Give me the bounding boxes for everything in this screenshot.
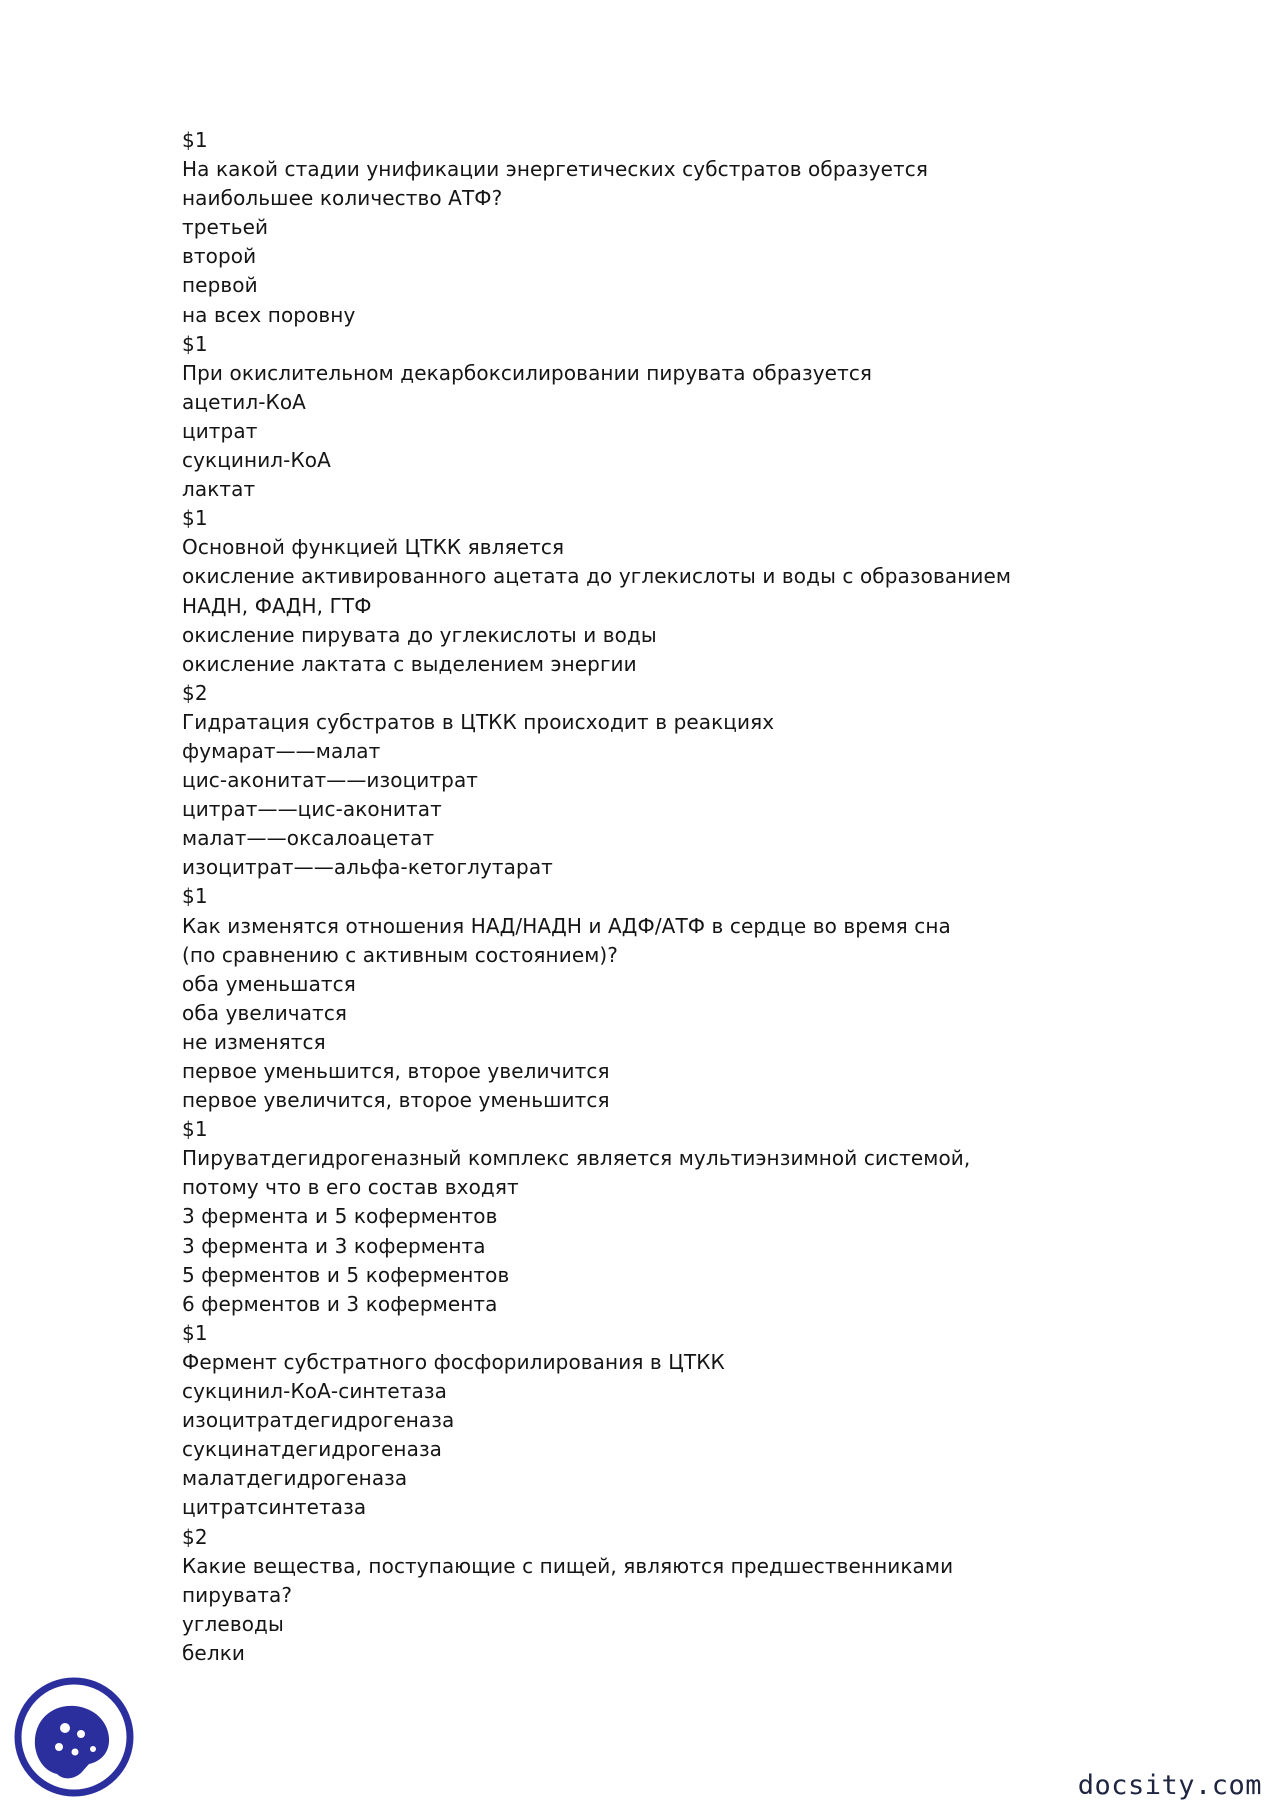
text-line: Основной функцией ЦТКК является bbox=[182, 535, 565, 560]
text-line: Как изменятся отношения НАД/НАДН и АДФ/АТФ в сердце во время сна bbox=[182, 913, 951, 938]
text-line: На какой стадии унификации энергетических субстратов образуется bbox=[182, 157, 929, 182]
text-line: Гидратация субстратов в ЦТКК происходит в реакциях bbox=[182, 709, 775, 734]
text-line: оба увеличатся bbox=[182, 1000, 348, 1025]
text-line: 6 ферментов и 3 кофермента bbox=[182, 1291, 498, 1316]
text-line: цитрат——цис-аконитат bbox=[182, 797, 442, 822]
text-line: потому что в его состав входят bbox=[182, 1175, 519, 1200]
text-line: наибольшее количество АТФ? bbox=[182, 186, 503, 211]
text-line: (по сравнению с активным состоянием)? bbox=[182, 942, 619, 967]
text-line: третьей bbox=[182, 215, 269, 240]
text-line: НАДН, ФАДН, ГТФ bbox=[182, 593, 372, 618]
text-line: $2 bbox=[182, 680, 208, 705]
text-line: на всех поровну bbox=[182, 302, 356, 327]
text-line: первое увеличится, второе уменьшится bbox=[182, 1088, 610, 1113]
text-line: ацетил-КоА bbox=[182, 389, 306, 414]
text-line: первой bbox=[182, 273, 258, 298]
text-line: фумарат——малат bbox=[182, 738, 381, 763]
text-line: $1 bbox=[182, 1320, 208, 1345]
text-line: углеводы bbox=[182, 1611, 284, 1636]
text-line: Пируватдегидрогеназный комплекс является мультиэнзимной системой, bbox=[182, 1146, 971, 1171]
text-line: цитратсинтетаза bbox=[182, 1495, 367, 1520]
text-line: Какие вещества, поступающие с пищей, являются предшественниками bbox=[182, 1553, 954, 1578]
text-line: окисление пирувата до углекислоты и воды bbox=[182, 622, 657, 647]
docsity-logo-icon[interactable] bbox=[13, 1676, 135, 1798]
text-line: первое уменьшится, второе увеличится bbox=[182, 1059, 610, 1083]
text-line: сукцинатдегидрогеназа bbox=[182, 1437, 443, 1462]
text-line: $1 bbox=[182, 128, 208, 152]
text-line: $1 bbox=[182, 1117, 208, 1142]
text-line: изоцитратдегидрогеназа bbox=[182, 1408, 455, 1433]
text-line: $1 bbox=[182, 506, 208, 531]
text-line: пирувата? bbox=[182, 1582, 293, 1607]
text-line: цитрат bbox=[182, 418, 258, 443]
text-line: При окислительном декарбоксилировании пирувата образуется bbox=[182, 360, 873, 385]
text-line: Фермент субстратного фосфорилирования в ЦТКК bbox=[182, 1349, 725, 1374]
text-line: цис-аконитат——изоцитрат bbox=[182, 768, 479, 793]
text-line: не изменятся bbox=[182, 1029, 326, 1054]
text-line: малат——оксалоацетат bbox=[182, 826, 435, 851]
text-line: 5 ферментов и 5 коферментов bbox=[182, 1262, 510, 1287]
text-line: 3 фермента и 5 коферментов bbox=[182, 1204, 498, 1229]
text-line: белки bbox=[182, 1640, 245, 1665]
text-line: лактат bbox=[182, 477, 256, 502]
text-line: окисление лактата с выделением энергии bbox=[182, 651, 637, 676]
question-text bbox=[182, 126, 1182, 1668]
text-line: $1 bbox=[182, 331, 208, 356]
text-line: 3 фермента и 3 кофермента bbox=[182, 1233, 486, 1258]
text-line: изоцитрат——альфа-кетоглутарат bbox=[182, 855, 553, 880]
docsity-watermark[interactable]: docsity.com bbox=[1077, 1770, 1262, 1801]
text-line: второй bbox=[182, 244, 257, 269]
text-line: $2 bbox=[182, 1524, 208, 1549]
text-line: $1 bbox=[182, 884, 208, 909]
text-line: окисление активированного ацетата до углекислоты и воды с образованием bbox=[182, 564, 1012, 589]
text-line: сукцинил-КоА-синтетаза bbox=[182, 1379, 447, 1404]
text-line: малатдегидрогеназа bbox=[182, 1466, 408, 1491]
text-line: оба уменьшатся bbox=[182, 971, 356, 996]
text-line: сукцинил-КоА bbox=[182, 448, 331, 473]
